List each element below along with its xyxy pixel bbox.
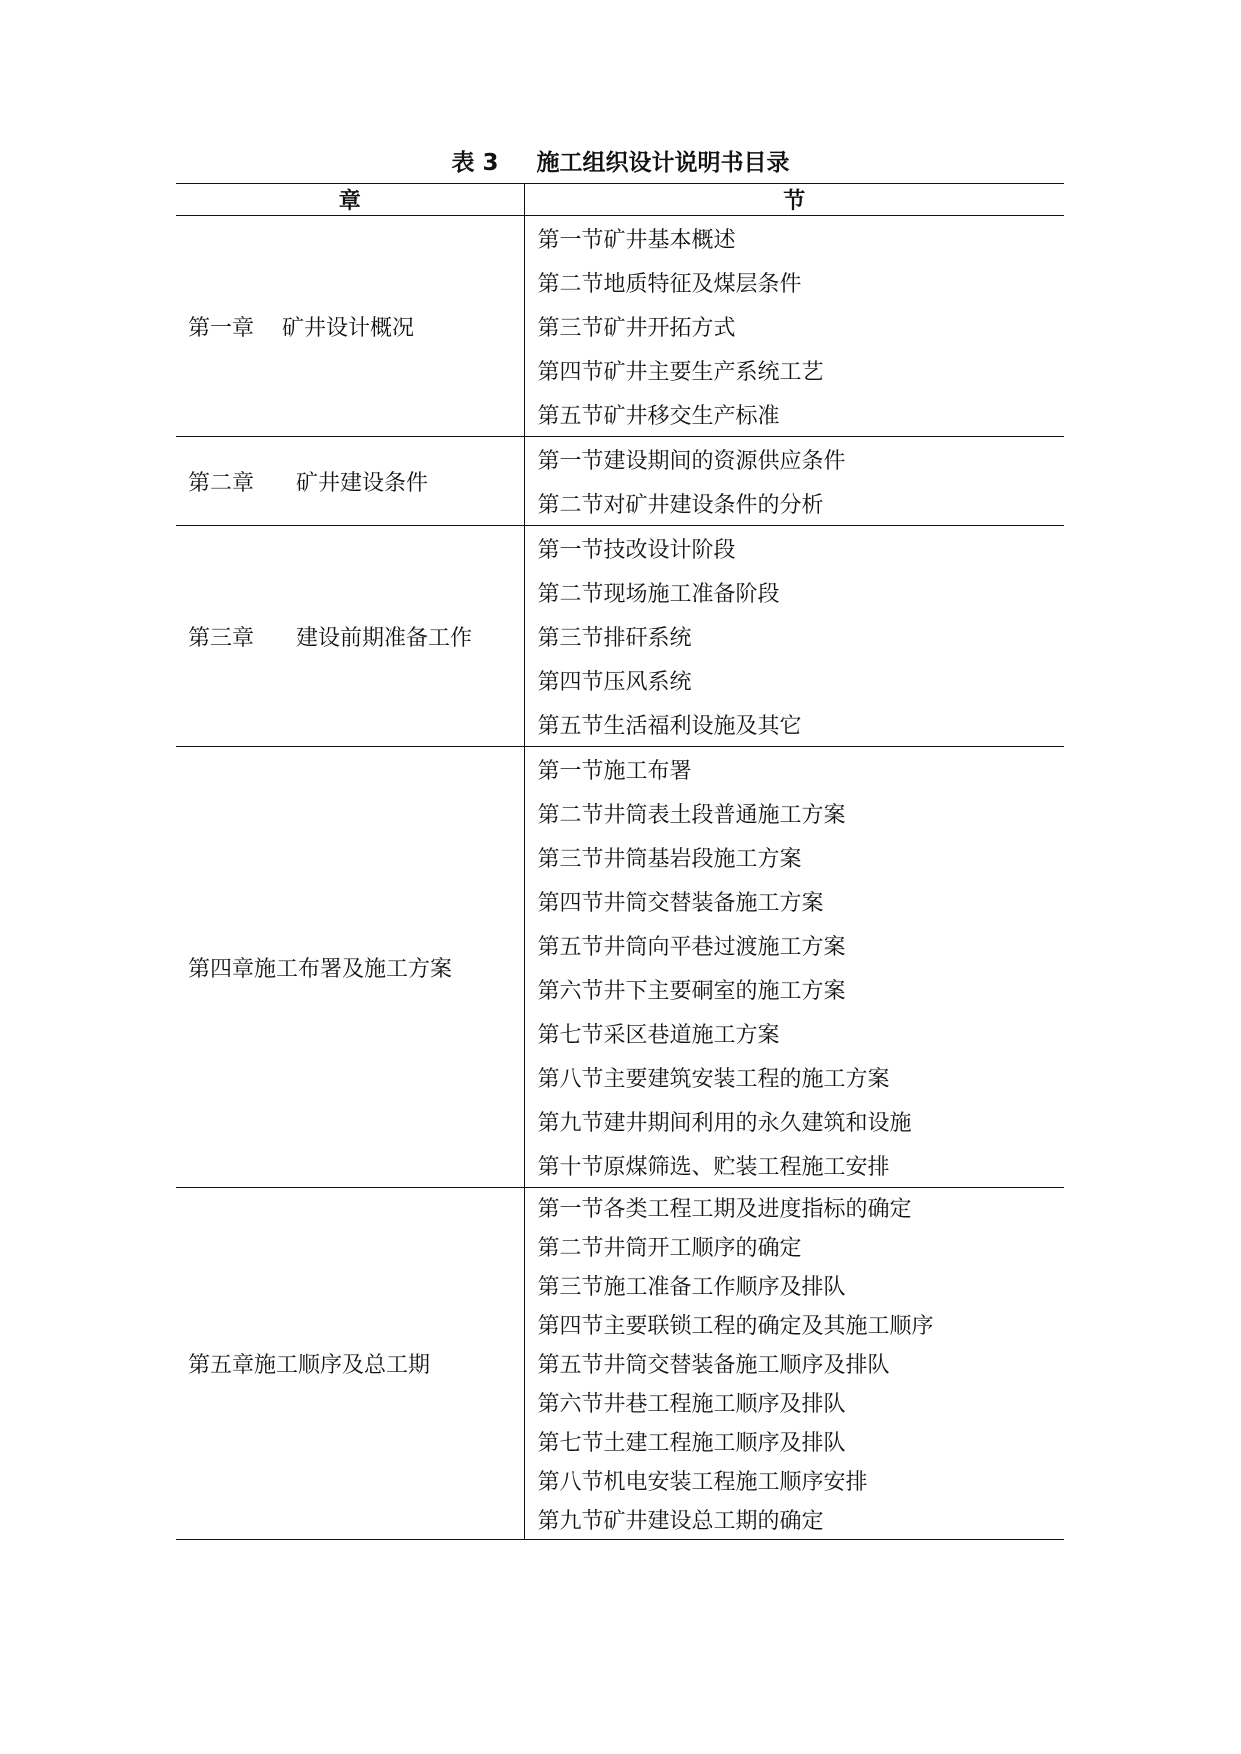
section-item: 第三节矿井开拓方式 (537, 315, 736, 341)
section-item: 第四节井筒交替装备施工方案 (537, 890, 824, 916)
section-item: 第四节压风系统 (537, 669, 692, 695)
section-item: 第二节现场施工准备阶段 (537, 581, 780, 607)
table-row (176, 437, 1064, 482)
section-item: 第一节各类工程工期及进度指标的确定 (537, 1197, 912, 1222)
header-row (176, 184, 1064, 216)
chapter-title: 第五章施工顺序及总工期 (176, 1188, 524, 1540)
section-item: 第五节矿井移交生产标准 (537, 403, 780, 429)
section-item: 第八节机电安装工程施工顺序安排 (537, 1470, 868, 1495)
chapter-group-4 (176, 747, 1064, 1188)
table-row (176, 216, 1064, 261)
section-item: 第六节井下主要硐室的施工方案 (537, 978, 846, 1004)
section-item: 第一节建设期间的资源供应条件 (537, 448, 846, 474)
toc-table (176, 183, 1064, 1540)
section-item: 第四节矿井主要生产系统工艺 (537, 359, 824, 385)
section-item: 第六节井巷工程施工顺序及排队 (537, 1392, 846, 1417)
table-row (176, 1188, 1064, 1228)
table-row (176, 747, 1064, 792)
chapter-group-5 (176, 1188, 1064, 1540)
chapter-group-2 (176, 437, 1064, 526)
section-item: 第二节地质特征及煤层条件 (537, 271, 802, 297)
section-item: 第五节井筒交替装备施工顺序及排队 (537, 1353, 890, 1378)
section-item: 第九节建井期间利用的永久建筑和设施 (537, 1110, 912, 1136)
chapter-group-3 (176, 526, 1064, 747)
chapter-title: 第四章施工布署及施工方案 (176, 747, 524, 1188)
chapter-title: 第二章 矿井建设条件 (176, 437, 524, 526)
section-item: 第三节施工准备工作顺序及排队 (537, 1275, 846, 1300)
section-item: 第四节主要联锁工程的确定及其施工顺序 (537, 1314, 934, 1339)
section-item: 第七节土建工程施工顺序及排队 (537, 1431, 846, 1456)
header-chapter: 章 (176, 184, 524, 216)
section-item: 第七节采区巷道施工方案 (537, 1022, 780, 1048)
table-caption (0, 148, 1241, 178)
header-section: 节 (783, 189, 806, 214)
table-title: 施工组织设计说明书目录 (536, 150, 790, 176)
section-item: 第一节矿井基本概述 (537, 227, 736, 253)
table-row (176, 526, 1064, 571)
section-item: 第一节技改设计阶段 (537, 537, 736, 563)
section-item: 第五节生活福利设施及其它 (537, 713, 802, 739)
chapter-title: 第三章 建设前期准备工作 (176, 526, 524, 747)
section-item: 第三节排矸系统 (537, 625, 692, 651)
section-item: 第二节井筒表土段普通施工方案 (537, 802, 846, 828)
section-item: 第十节原煤筛选、贮装工程施工安排 (537, 1154, 890, 1180)
chapter-title: 第一章 矿井设计概况 (176, 216, 524, 437)
section-item: 第二节井筒开工顺序的确定 (537, 1236, 802, 1261)
section-item: 第五节井筒向平巷过渡施工方案 (537, 934, 846, 960)
section-item: 第二节对矿井建设条件的分析 (537, 492, 824, 518)
section-item: 第九节矿井建设总工期的确定 (537, 1509, 824, 1534)
section-item: 第一节施工布署 (537, 758, 692, 784)
chapter-group-1 (176, 216, 1064, 437)
section-item: 第三节井筒基岩段施工方案 (537, 846, 802, 872)
section-item: 第八节主要建筑安装工程的施工方案 (537, 1066, 890, 1092)
table-number: 表 3 (451, 150, 499, 176)
